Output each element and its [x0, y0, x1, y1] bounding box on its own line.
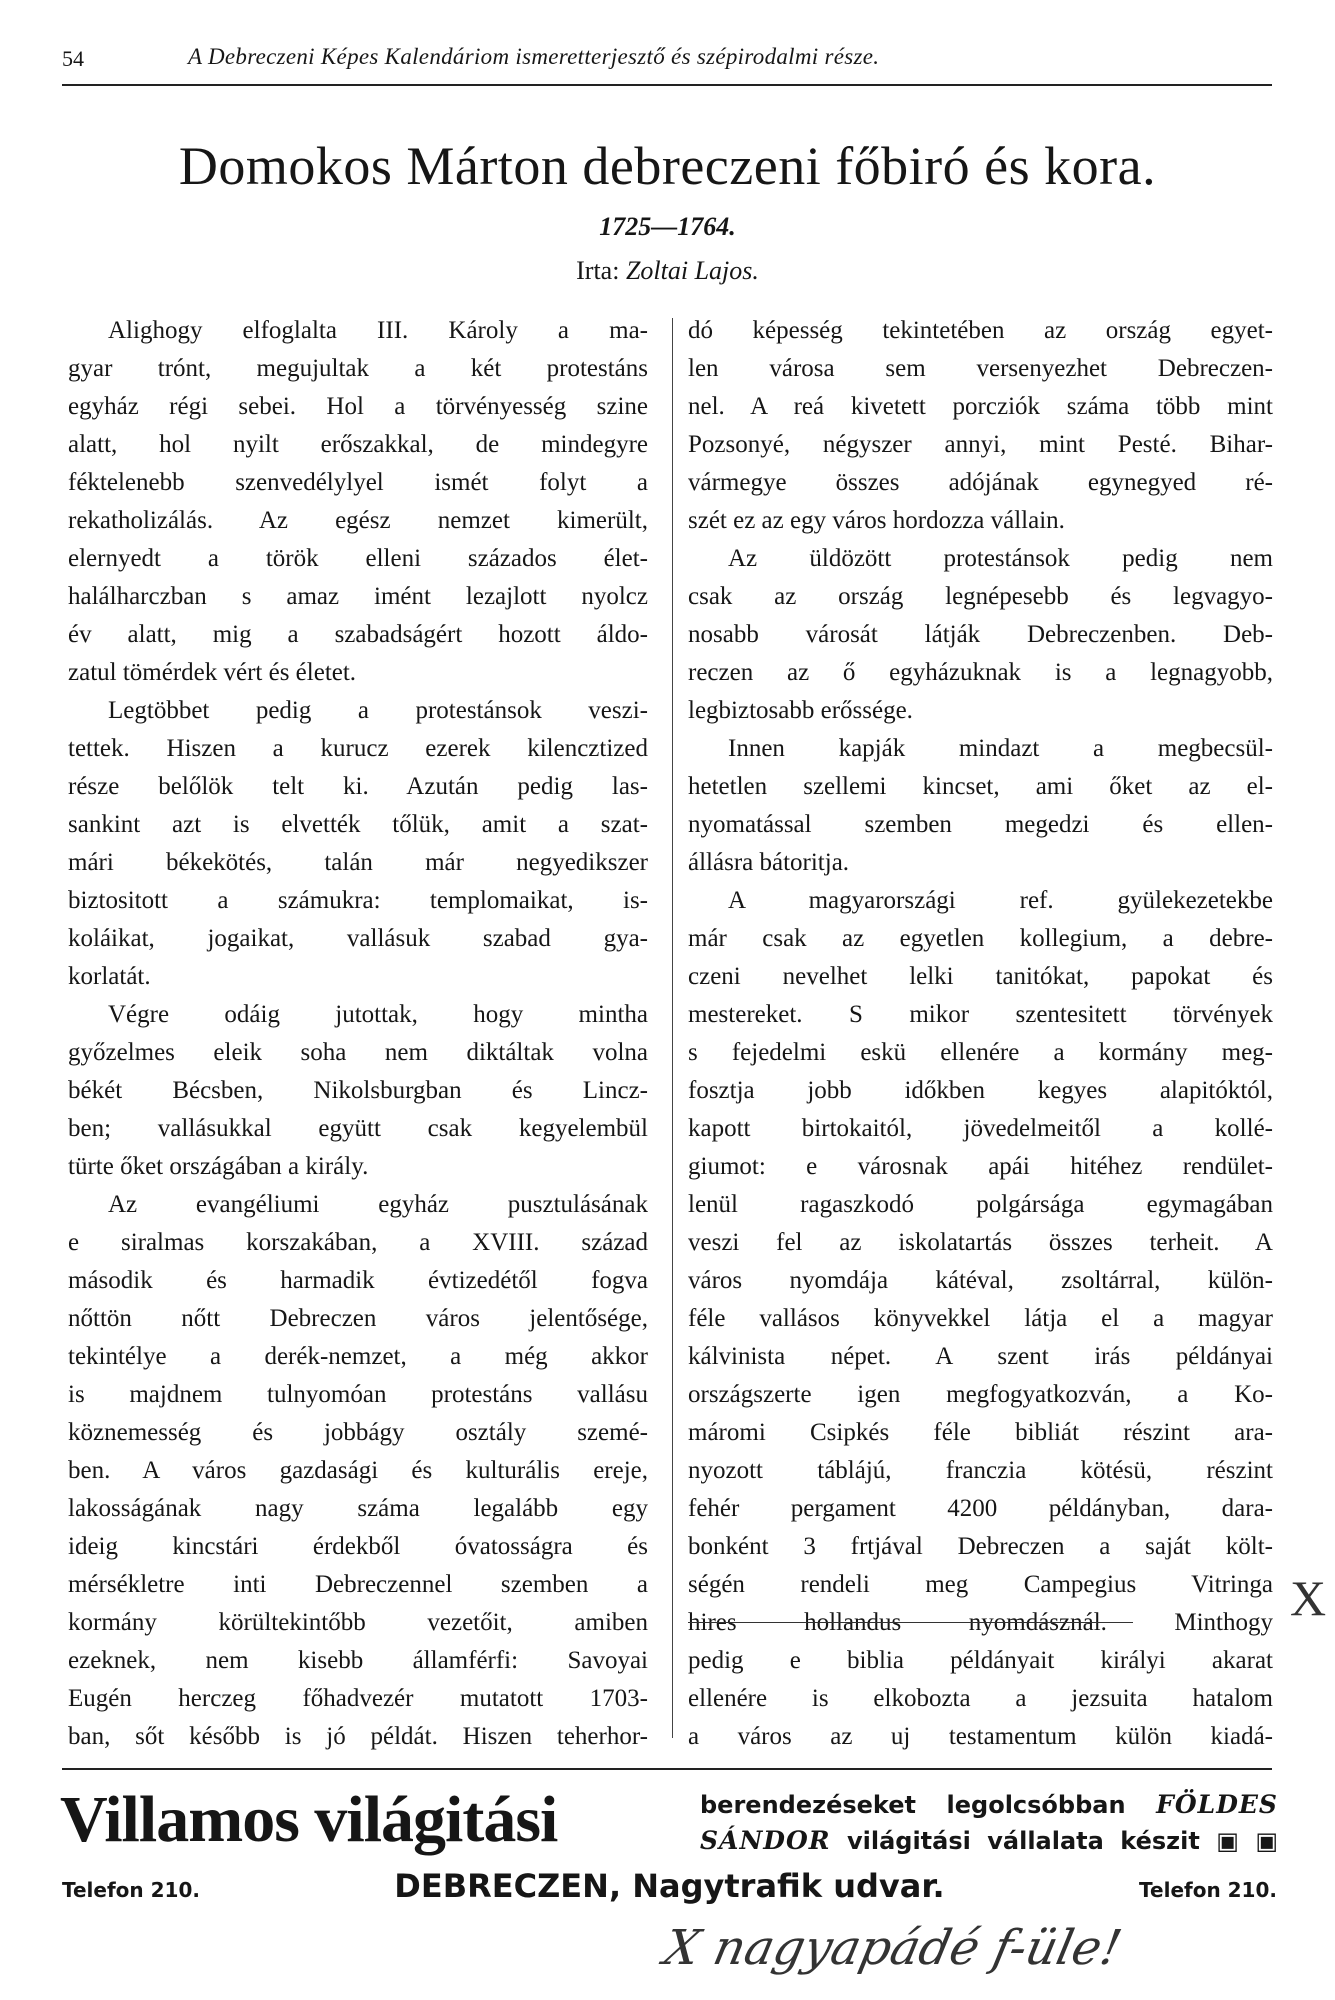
text-line: nosabb városát látják Debreczenben. Deb-: [688, 621, 1273, 648]
text-line: gyar trónt, megujultak a két protestáns: [68, 355, 648, 382]
article-author: [0, 256, 1335, 286]
text-line: ideig kincstári érdekből óvatosságra és: [68, 1533, 648, 1560]
text-line: Alighogy elfoglalta III. Károly a ma-: [108, 317, 648, 344]
text-line: nyomatással szemben megedzi és ellen-: [688, 811, 1273, 838]
article-years: 1725—1764.: [599, 212, 736, 241]
ad-contact-row: [62, 1866, 1277, 1906]
text-line: sankint azt is elvették tőlük, amit a szat-: [68, 811, 648, 838]
text-line: zatul tömérdek vért és életet.: [68, 659, 357, 686]
text-line: nyozott táblájú, franczia kötésü, részint: [688, 1457, 1273, 1484]
text-line: féle vallásos könyvekkel látja el a magyar: [688, 1305, 1273, 1332]
text-line: mérsékletre inti Debreczennel szemben a: [68, 1571, 648, 1598]
text-line: koláikat, jogaikat, vallásuk szabad gya-: [68, 925, 648, 952]
ad-company-name-1: FÖLDES: [1156, 1790, 1278, 1819]
ad-line-2: [700, 1826, 1278, 1856]
text-line: A magyarországi ref. gyülekezetekbe: [728, 887, 1273, 914]
text-line: már csak az egyetlen kollegium, a debre-: [688, 925, 1273, 952]
text-line: ellenére is elkobozta a jezsuita hatalom: [688, 1685, 1273, 1712]
text-line: ségén rendeli meg Campegius Vitringa: [688, 1571, 1273, 1598]
author-name: Zoltai Lajos.: [625, 256, 759, 285]
page-number: 54: [62, 46, 84, 71]
text-line: Legtöbbet pedig a protestánsok veszi-: [108, 697, 648, 724]
text-line: békét Bécsben, Nikolsburgban és Lincz-: [68, 1077, 648, 1104]
text-line: kormány körültekintőbb vezetőit, amiben: [68, 1609, 648, 1636]
text-line: mári békekötés, talán már negyedikszer: [68, 849, 648, 876]
text-line: türte őket országában a király.: [68, 1153, 369, 1180]
header-rule: [62, 84, 1272, 86]
text-line: czeni nevelhet lelki tanitókat, papokat és: [688, 963, 1273, 990]
text-line: reczen az ő egyházuknak is a legnagyobb,: [688, 659, 1273, 686]
text-line: hires hollandus nyomdásznál. Minthogy: [688, 1609, 1273, 1636]
handwritten-note: X nagyapádé f-üle!: [659, 1920, 1127, 1976]
text-line: országszerte igen megfogyatkozván, a Ko-: [688, 1381, 1273, 1408]
text-line: fosztja jobb időkben kegyes alapitóktól,: [688, 1077, 1273, 1104]
ad-line2-text: világitási vállalata készit: [846, 1827, 1200, 1855]
text-line: bonként 3 frtjával Debreczen a saját költ-: [688, 1533, 1273, 1560]
text-line: fehér pergament 4200 példányban, dara-: [688, 1495, 1273, 1522]
text-line: giumot: e városnak apái hitéhez rendület-: [688, 1153, 1273, 1180]
text-line: ezeknek, nem kisebb államférfi: Savoyai: [68, 1647, 648, 1674]
text-line: állásra bátoritja.: [688, 849, 850, 876]
text-line: is majdnem tulnyomóan protestáns vallásu: [68, 1381, 648, 1408]
text-line: rekatholizálás. Az egész nemzet kimerült,: [68, 507, 648, 534]
right-column: [688, 312, 1273, 1756]
text-line: kálvinista népet. A szent irás példányai: [688, 1343, 1273, 1370]
text-line: köznemesség és jobbágy osztály szemé-: [68, 1419, 648, 1446]
text-line: szét ez az egy város hordozza vállain.: [688, 507, 1065, 534]
text-line: halálharczban s amaz imént lezajlott nyolcz: [68, 583, 648, 610]
text-line: nőttön nőtt Debreczen város jelentősége,: [68, 1305, 648, 1332]
text-line: egyház régi sebei. Hol a törvényesség szine: [68, 393, 648, 420]
text-line: len városa sem versenyezhet Debreczen-: [688, 355, 1273, 382]
text-line: lakosságának nagy száma legalább egy: [68, 1495, 648, 1522]
text-line: korlatát.: [68, 963, 151, 990]
margin-mark: X: [1290, 1570, 1327, 1626]
ad-phone-right: Telefon 210.: [1139, 1878, 1277, 1902]
author-label: Irta:: [576, 256, 620, 285]
ad-phone-left: Telefon 210.: [62, 1878, 200, 1902]
text-line: hetetlen szellemi kincset, ami őket az el-: [688, 773, 1273, 800]
text-line: győzelmes eleik soha nem diktáltak volna: [68, 1039, 648, 1066]
text-line: kapott birtokaitól, jövedelmeitől a kollé-: [688, 1115, 1273, 1142]
text-line: tekintélye a derék-nemzet, a még akkor: [68, 1343, 648, 1370]
text-line: tettek. Hiszen a kurucz ezerek kilencztized: [68, 735, 648, 762]
text-line: pedig e biblia példányait királyi akarat: [688, 1647, 1273, 1674]
text-line: ban, sőt később is jó példát. Hiszen teherhor-: [68, 1723, 648, 1750]
text-line: év alatt, mig a szabadságért hozott áldo-: [68, 621, 648, 648]
text-line: vármegye összes adójának egynegyed ré-: [688, 469, 1273, 496]
text-line: nel. A reá kivetett porcziók száma több mint: [688, 393, 1273, 420]
text-line: legbiztosabb erőssége.: [688, 697, 913, 724]
ad-line1-text: berendezéseket legolcsóbban: [700, 1791, 1126, 1819]
ad-address: DEBRECZEN, Nagytrafik udvar.: [394, 1867, 945, 1905]
ad-line-1: [700, 1790, 1278, 1820]
text-line: része belőlök telt ki. Azután pedig las-: [68, 773, 648, 800]
running-title: A Debreczeni Képes Kalendáriom ismeretterjesztő és szépirodalmi része.: [188, 44, 880, 69]
ad-headline: Villamos világitási: [60, 1783, 558, 1856]
text-line: e siralmas korszakában, a XVIII. század: [68, 1229, 648, 1256]
text-line: biztositott a számukra: templomaikat, is-: [68, 887, 648, 914]
left-column: [68, 312, 648, 1756]
text-line: Eugén herczeg főhadvezér mutatott 1703-: [68, 1685, 648, 1712]
text-line: veszi fel az iskolatartás összes terheit. A: [688, 1229, 1273, 1256]
text-line: a város az uj testamentum külön kiadá-: [688, 1723, 1273, 1750]
pencil-underline: [688, 1622, 1133, 1623]
text-line: alatt, hol nyilt erőszakkal, de mindegyre: [68, 431, 648, 458]
text-line: elernyedt a török elleni százados élet-: [68, 545, 648, 572]
text-line: csak az ország legnépesebb és legvagyo-: [688, 583, 1273, 610]
text-line: Végre odáig jutottak, hogy mintha: [108, 1001, 648, 1028]
article-title: Domokos Márton debreczeni főbiró és kora.: [178, 136, 1157, 196]
ad-company-name-2: SÁNDOR: [700, 1826, 831, 1855]
text-line: féktelenebb szenvedélylyel ismét folyt a: [68, 469, 648, 496]
text-line: dó képesség tekintetében az ország egyet-: [688, 317, 1273, 344]
text-line: város nyomdája kátéval, zsoltárral, külön-: [688, 1267, 1273, 1294]
text-line: Az üldözött protestánsok pedig nem: [728, 545, 1273, 572]
text-line: Pozsonyé, négyszer annyi, mint Pesté. Bihar-: [688, 431, 1273, 458]
text-line: s fejedelmi eskü ellenére a kormány meg-: [688, 1039, 1273, 1066]
column-divider: [672, 318, 673, 1738]
text-line: máromi Csipkés féle bibliát részint ara-: [688, 1419, 1273, 1446]
text-line: ben; vallásukkal együtt csak kegyelembül: [68, 1115, 648, 1142]
text-line: Innen kapják mindazt a megbecsül-: [728, 735, 1273, 762]
text-line: ben. A város gazdasági és kulturális ereje,: [68, 1457, 648, 1484]
text-line: második és harmadik évtizedétől fogva: [68, 1267, 648, 1294]
text-line: mestereket. S mikor szentesitett törvények: [688, 1001, 1273, 1028]
text-line: Az evangéliumi egyház pusztulásának: [108, 1191, 648, 1218]
text-line: lenül ragaszkodó polgársága egymagában: [688, 1191, 1273, 1218]
ornament-icon: ▣ ▣: [1216, 1827, 1279, 1855]
footer-rule: [62, 1768, 1272, 1770]
